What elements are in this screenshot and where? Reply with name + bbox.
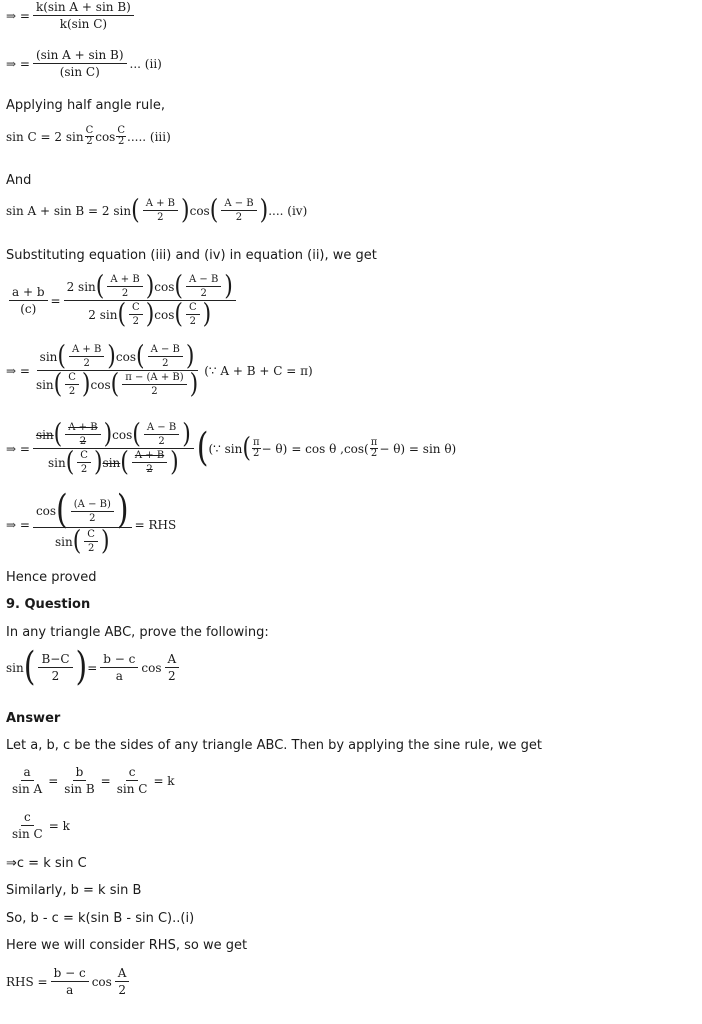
question-heading: 9. Question [6,597,91,612]
paragraph: So, b - c = k(sin B - sin C)..(i) [6,911,195,926]
answer-heading: Answer [6,711,61,726]
equation-10: $\frac{a}{\text{sin A}}$ = $\frac{b}{\text{sin B}}$ = $\frac{c}{\text{sin C}}$ = k [12,765,175,796]
paragraph: Similarly, b = k sin B [6,883,142,898]
implies-symbol: ⇒ = [6,8,30,23]
equation-4: sin A + sin B = 2 sin ( $\frac{A + B}{2}$ ) cos ( $\frac{A - B}{2}$ ) .... (iv) [6,194,308,226]
paragraph: Substituting equation (iii) and (iv) in equation (ii), we get [6,248,377,263]
paragraph: Applying half angle rule, [6,98,165,113]
note: (∵ A + B + C = π) [204,363,313,378]
equation-7: ⇒ = sin ( $\frac{A + B}{2}$ ) cos ( $\frac{A - B}{2}$ ) sin ( $\frac{C}{2}$ ) sin ( $\frac{A + B}{2}$ ) ( (∵ sin ( $\frac{\pi}{2}$ − θ) = cos θ ,cos( $\frac{\pi}{2}$ − θ) = sin θ) [6,418,457,478]
equation-tag: ... (ii) [129,56,162,71]
equation-6: ⇒ = sin ( $\frac{A + B}{2}$ ) cos ( $\frac{A - B}{2}$ ) sin ( $\frac{C}{2}$ ) cos ( $\frac{\pi - (A + B)}{2}$ ) (∵ A + B + C = π) [6,340,313,400]
paragraph: And [6,173,32,188]
equation-9: sin ( $\frac{B-C}{2}$ ) = $\frac{b - c}{a}$ cos $\frac{A}{2}$ [6,652,182,683]
equation-8: ⇒ = cos ( $\frac{(A - B)}{2}$ ) sin ( $\frac{C}{2}$ ) = RHS [6,487,177,557]
equation-11: $\frac{c}{\text{sin C}}$ = k [12,810,70,841]
answer-text: Let a, b, c be the sides of any triangle ABC. Then by applying the sine rule, we get [6,738,542,753]
equation-12: RHS = $\frac{b - c}{a}$ cos $\frac{A}{2}$ [6,966,132,997]
equation-2: ⇒ = $\frac{\text{(sin A + sin B)}}{\text{(sin C)}}$ ... (ii) [6,48,162,79]
paragraph: Here we will consider RHS, so we get [6,938,248,953]
equation-1 [6,0,137,31]
fraction: $\frac{\text{k(sin A + sin B)}}{\text{k(sin C)}}$ [33,0,134,31]
equation-3: sin C = 2 sin $\frac{C}{2}$ cos $\frac{C}{2}$ ..... (iii) [6,125,171,147]
equation-5: $\frac{a + b}{(c)}$ = 2 sin ( $\frac{A + B}{2}$ ) cos ( $\frac{A - B}{2}$ ) 2 sin ( $\frac{C}{2}$ ) cos ( $\frac{C}{2}$ ) [6,274,239,327]
paragraph: ⇒c = k sin C [6,856,87,871]
question-text: In any triangle ABC, prove the following: [6,625,269,640]
paragraph: Hence proved [6,570,97,585]
